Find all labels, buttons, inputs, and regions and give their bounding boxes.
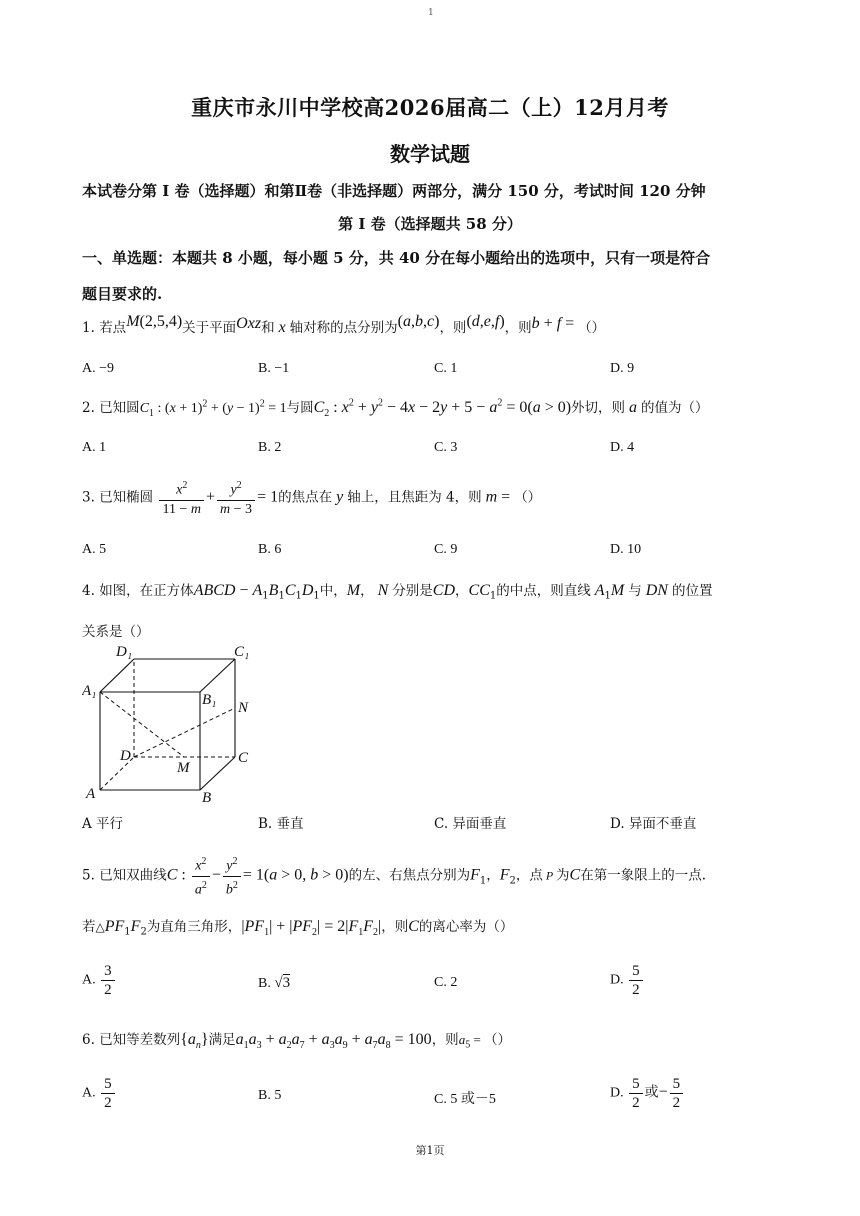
q6-option-b[interactable]: B. 5	[258, 1088, 282, 1103]
q1-option-a[interactable]: A. −9	[82, 361, 115, 376]
label-d: D	[120, 748, 131, 764]
question-5-line2: 若$\triangle PF_1F_2$为直角三角形，$|PF_1| + |PF_2| = 2|F_1F_2|$，则C的离心率为（）	[82, 918, 514, 939]
page-title: 重庆市永川中学校高2026届高二（上）12月月考	[191, 95, 669, 120]
page-subtitle: 数学试题	[390, 142, 470, 166]
line-a1-m	[100, 692, 184, 757]
q2-option-d[interactable]: D. 4	[610, 440, 635, 455]
q3-option-a[interactable]: A. 5	[82, 542, 107, 557]
q1-option-c[interactable]: C. 1	[434, 361, 458, 376]
label-n: N	[238, 700, 249, 716]
q5-option-d[interactable]: D. $\frac{5}{2}$	[610, 962, 645, 999]
q6-option-d[interactable]: D. $\frac{5}{2}$ 或− $\frac{5}{2}$	[610, 1075, 685, 1112]
q2-option-c[interactable]: C. 3	[434, 440, 458, 455]
label-a: A	[86, 786, 96, 802]
edge-b-c	[200, 757, 235, 790]
question-4: 4. 如图，在正方体ABCD − $A_1B_1C_1D_1$中，M， N 分别是CD，$CC_1$的中点，则直线 $A_1M$ 与 DN 的位置	[82, 582, 713, 602]
question-5: 5. 已知双曲线C : $\frac{x^2}{a^2}$ − $\frac{y^2}{b^2}$ = 1(a > 0, b > 0)的左、右焦点分别为$F_1$，$F_2$，点 P 为C在第一象限上的一点.	[82, 853, 706, 899]
question-6: 6. 已知等差数列$\{a_n\}$满足$a_1a_3 + a_2a_7 + a_3a_9 + a_7a_8 = 100$，则$a_5$ = （）	[82, 1031, 512, 1052]
q4-option-d[interactable]: D. 异面不垂直	[610, 816, 697, 832]
q3-option-b[interactable]: B. 6	[258, 542, 282, 557]
edge-b1-c1	[200, 659, 235, 692]
header-mark: 1	[428, 8, 434, 18]
question-1: 1. 若点M(2,5,4)关于平面Oxz和 x 轴对称的点分别为(a,b,c)，则(d,e,f)，则b + f = （）	[82, 313, 606, 336]
exam-intro: 本试卷分第 I 卷（选择题）和第Ⅱ卷（非选择题）两部分，满分 150 分，考试时间 120 分钟	[82, 182, 706, 200]
label-c1: C₁	[234, 644, 250, 660]
section-heading-line2: 题目要求的.	[82, 285, 163, 303]
q3-option-d[interactable]: D. 10	[610, 542, 642, 557]
q3-option-c[interactable]: C. 9	[434, 542, 458, 557]
line-d-n	[134, 708, 235, 757]
q4-option-c[interactable]: C. 异面垂直	[434, 816, 507, 832]
label-m: M	[177, 760, 190, 776]
label-d1: D₁	[116, 644, 133, 660]
volume-heading: 第 I 卷（选择题共 58 分）	[338, 215, 522, 233]
q2-option-b[interactable]: B. 2	[258, 440, 282, 455]
question-4-line2: 关系是（）	[82, 624, 150, 640]
q1-option-d[interactable]: D. 9	[610, 361, 635, 376]
label-a1: A₁	[82, 683, 97, 699]
page-footer: 第1页	[415, 1144, 445, 1157]
question-2: 2. 已知圆$C_1$ : $(x + 1)^2 + (y - 1)^2 = 1$与圆$C_2$ : $x^2 + y^2 - 4x - 2y + 5 - a^2 = 0(a > 0)$外切，则 a 的值为（）	[82, 397, 709, 420]
label-b1: B₁	[202, 692, 217, 708]
q1-option-b[interactable]: B. −1	[258, 361, 290, 376]
edge-a1-d1	[100, 659, 134, 692]
q4-option-b[interactable]: B. 垂直	[258, 816, 304, 832]
label-c: C	[238, 750, 249, 766]
q5-option-c[interactable]: C. 2	[434, 975, 458, 990]
label-b: B	[202, 790, 212, 806]
question-3: 3. 已知椭圆 $\frac{x^2}{11 - m}$ + $\frac{y^2}{m - 3}$ = 1的焦点在 y 轴上，且焦距为 4，则 m = （）	[82, 477, 541, 519]
q5-option-b[interactable]: B. √3	[258, 975, 291, 991]
q4-option-a[interactable]: A 平行	[82, 816, 124, 832]
q6-option-a[interactable]: A. $\frac{5}{2}$	[82, 1075, 117, 1112]
q6-option-c[interactable]: C. 5 或－5	[434, 1092, 496, 1107]
q5-option-a[interactable]: A. $\frac{3}{2}$	[82, 962, 117, 999]
cube-figure	[82, 642, 262, 807]
q2-option-a[interactable]: A. 1	[82, 440, 107, 455]
section-heading-line1: 一、单选题：本题共 8 小题，每小题 5 分，共 40 分在每小题给出的选项中，只有一项是符合	[82, 249, 711, 267]
